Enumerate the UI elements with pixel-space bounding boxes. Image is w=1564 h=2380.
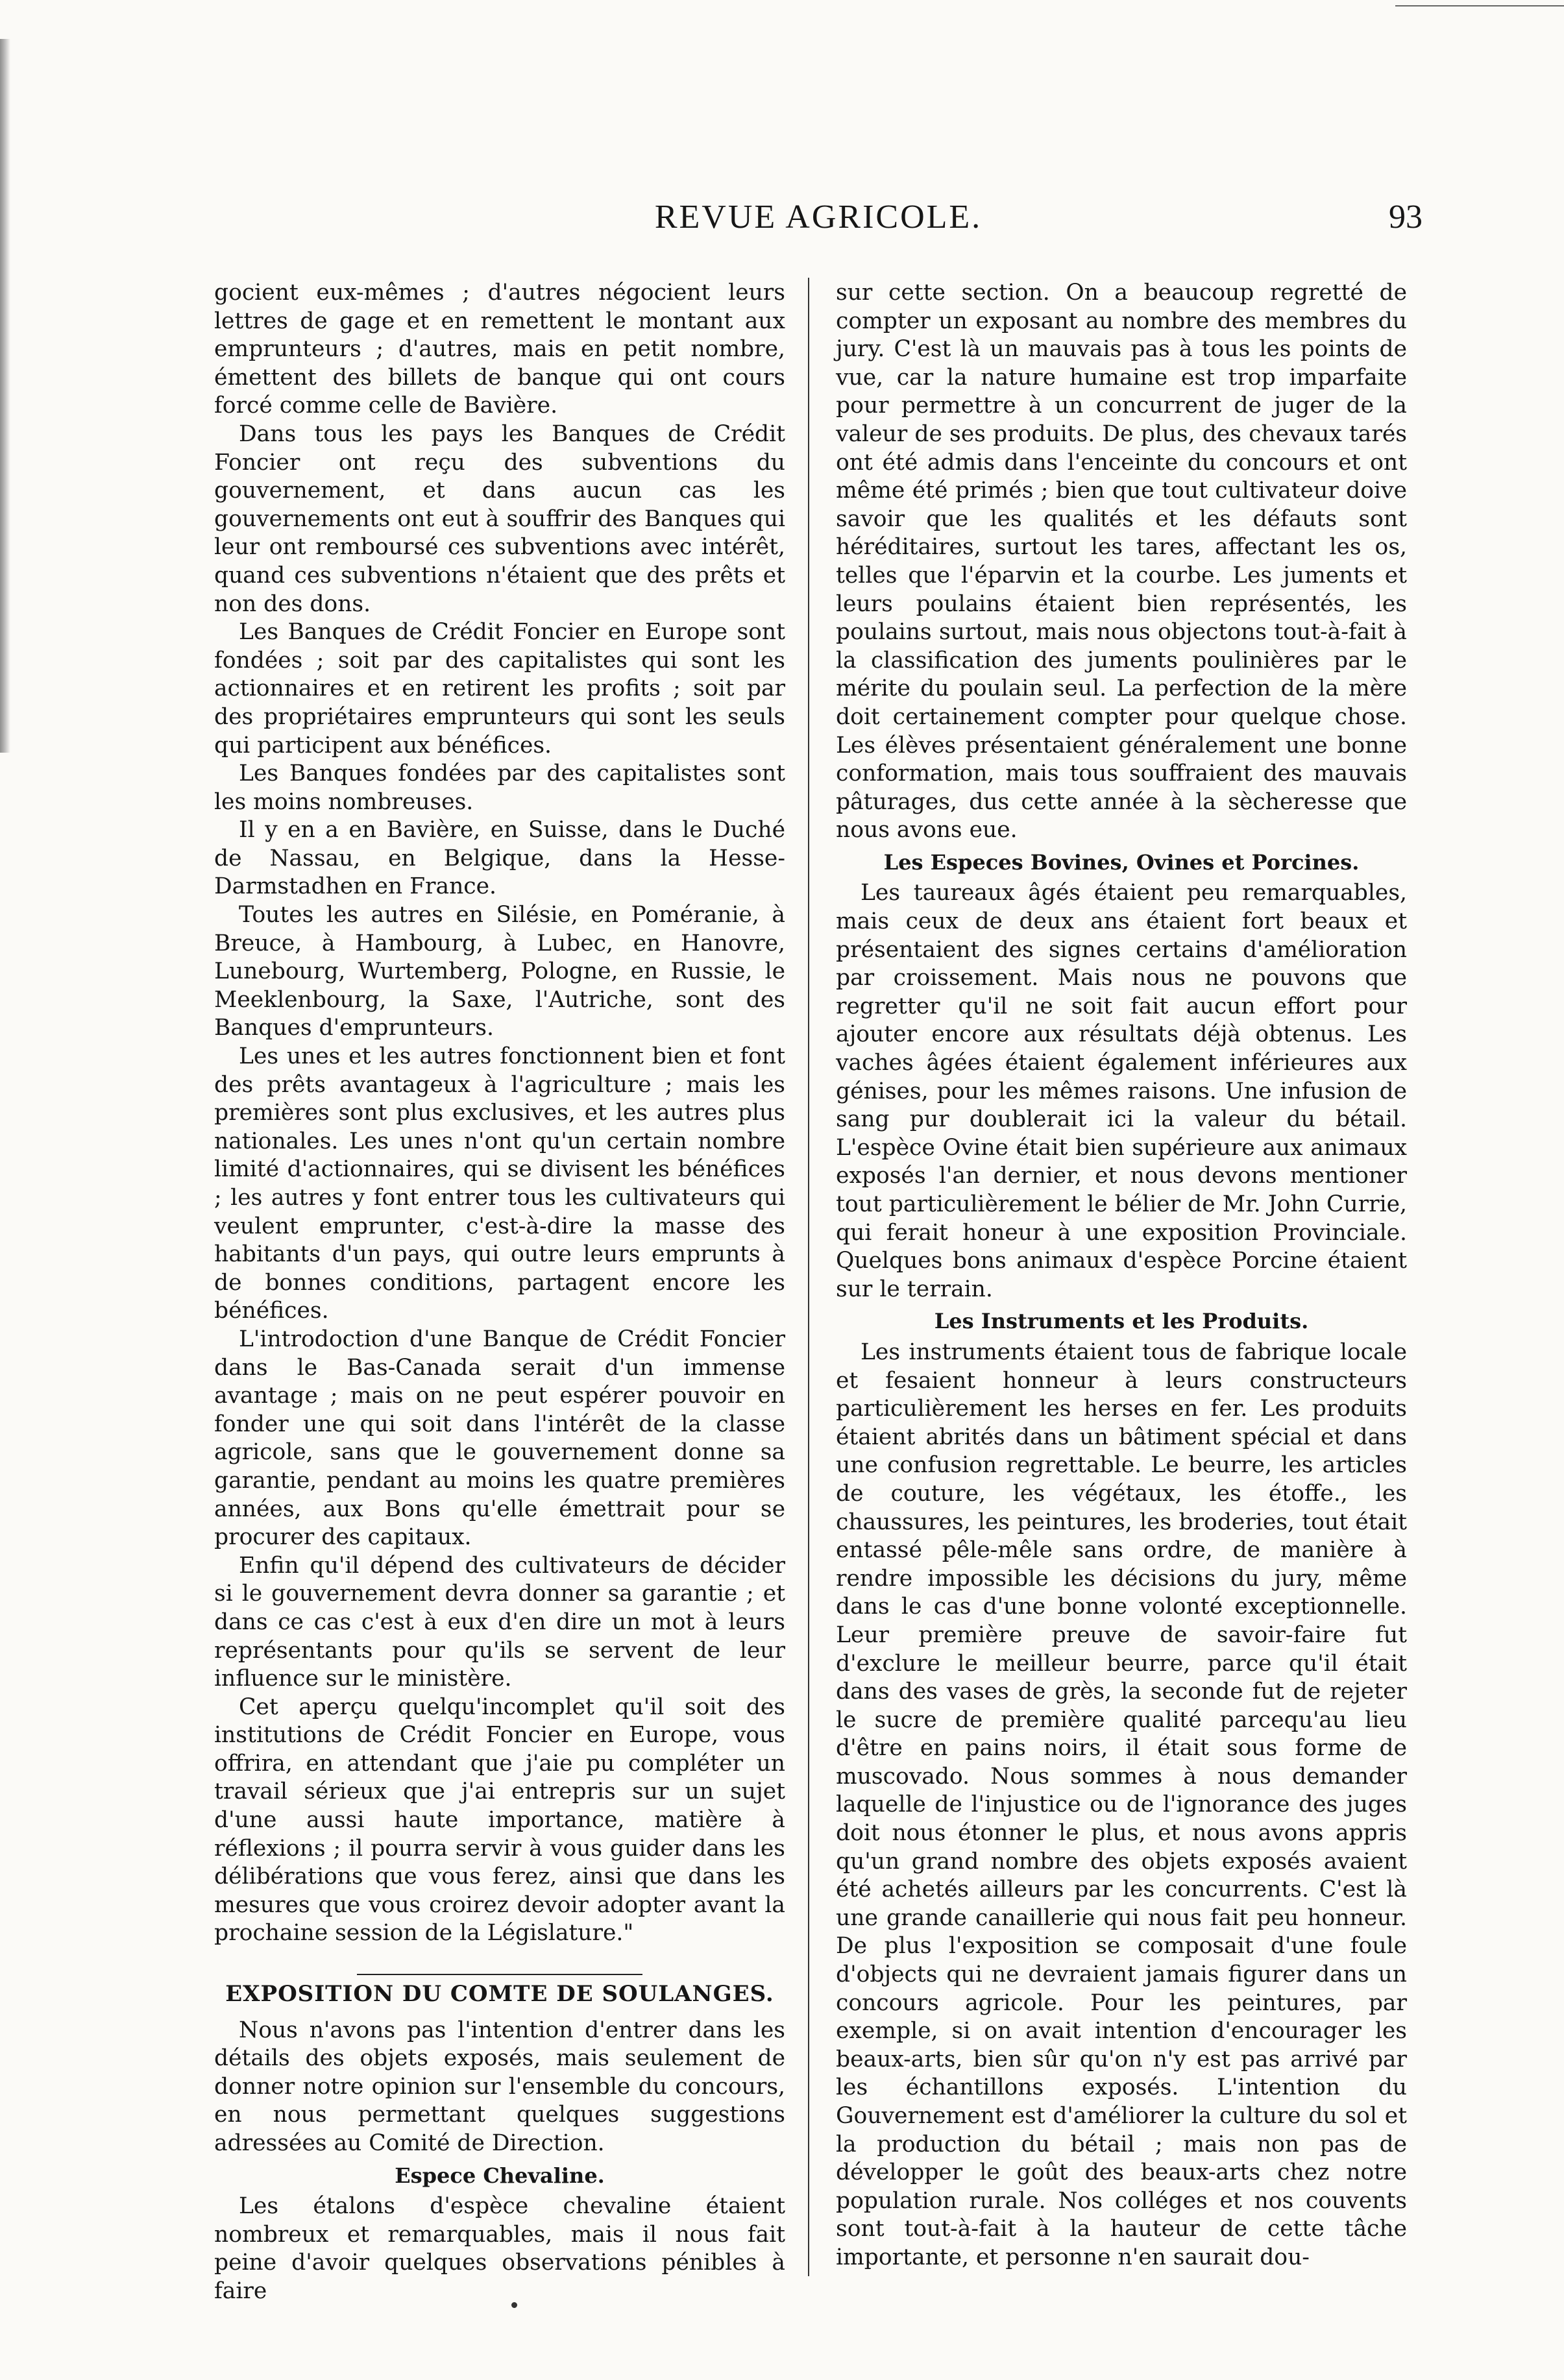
paragraph: Les Banques de Crédit Foncier en Europe sont fondées ; soit par des capitalistes qui sont les actionnaires et en retirent les profits ; soit par des propriétaires emprunteurs qui sont les seuls qui participent aux bénéfices. — [214, 619, 785, 759]
left-column — [214, 279, 785, 2304]
paragraph: Enfin qu'il dépend des cultivateurs de décider si le gouvernement devra donner sa garantie ; et dans ce cas c'est à eux d'en dire un mot à leurs représentants pour qu'ils se servent de leur influence sur le ministère. — [214, 1552, 785, 1692]
section-divider — [357, 1974, 642, 1975]
paragraph: Cet aperçu quelqu'incomplet qu'il soit des institutions de Crédit Foncier en Europe, vous offrira, en attendant que j'aie pu compléter un travail sérieux que j'ai entrepris sur un sujet d'une aussi haute importance, matière à réflexions ; il pourra servir à vous guider dans les délibérations que vous ferez, ainsi que dans les mesures que vous croirez devoir adopter avant la prochaine session de la Législature." — [214, 1694, 785, 1947]
scan-edge-shadow — [0, 39, 10, 753]
column-divider — [808, 278, 809, 2276]
subheading-bovines: Les Especes Bovines, Ovines et Porcines. — [883, 849, 1360, 875]
subheading-chevaline: Espece Chevaline. — [395, 2163, 605, 2188]
paragraph: Toutes les autres en Silésie, en Poméranie, à Breuce, à Hambourg, à Lubec, en Hanovre, Lunebourg, Wurtemberg, Pologne, en Russie, le Meeklenbourg, la Saxe, l'Autriche, sont des Banques d'emprunteurs. — [214, 902, 785, 1041]
paragraph: Il y en a en Bavière, en Suisse, dans le Duché de Nassau, en Belgique, dans la Hesse-Darmstadhen en France. — [214, 817, 785, 900]
right-column — [836, 279, 1407, 2277]
paragraph: Les Banques fondées par des capitalistes sont les moins nombreuses. — [214, 760, 785, 815]
paragraph: L'introdoction d'une Banque de Crédit Foncier dans le Bas-Canada serait d'un immense avantage ; mais on ne peut espérer pouvoir en fonder une qui soit dans l'intérêt de la classe agricole, sans que le gouvernement donne sa garantie, pendant au moins les quatre premières années, aux Bons qu'elle émettrait pour se procurer des capitaux. — [214, 1326, 785, 1551]
paragraph: Les instruments étaient tous de fabrique locale et fesaient honneur à leurs constructeurs particulièrement les herses en fer. Les produits étaient abrités dans un bâtiment spécial et dans une confusion regrettable. Le beurre, les articles de couture, les végétaux, les étoffe., les chaussures, les peintures, les broderies, tout était entassé pêle-mêle sans ordre, de manière à rendre impossible les décisions du jury, même dans le cas d'une bonne volonté exceptionnelle. Leur première preuve de savoir-faire fut d'exclure le meilleur beurre, parce qu'il était dans des vases de grès, la seconde fut de rejeter le sucre de première qualité parcequ'au lieu d'être en pains noirs, il était sous forme de muscovado. Nous sommes à nous demander laquelle de l'injustice ou de l'ignorance des juges doit nous étonner le plus, et nous avons appris qu'un grand nombre des objets exposés avaient été achetés ailleurs par les concurrents. C'est là une grande canaillerie qui nous fait peu honneur. De plus l'exposition se composait d'une foule d'objects qui ne devraient jamais figurer dans un concours agricole. Pour les peintures, par exemple, si on avait intention d'encourager les beaux-arts, bien sûr qu'on n'y est pas arrivé par les échantillons exposés. L'intention du Gouvernement est d'améliorer la culture du sol et la production du bétail ; mais non pas de développer le goût des beaux-arts chez notre population rurale. Nos colléges et nos couvents sont tout-à-fait à la hauteur de cette tâche importante, et personne n'en saurait dou- — [836, 1339, 1407, 2270]
paragraph: Les étalons d'espèce chevaline étaient nombreux et remarquables, mais il nous fait peine d'avoir quelques observations pénibles à faire — [214, 2193, 785, 2304]
paragraph: Nous n'avons pas l'intention d'entrer dans les détails des objets exposés, mais seulement de donner notre opinion sur l'ensemble du concours, en nous permettant quelques suggestions adressées au Comité de Direction. — [214, 2017, 785, 2156]
subheading-instruments: Les Instruments et les Produits. — [934, 1309, 1309, 1334]
paragraph: gocient eux-mêmes ; d'autres négocient leurs lettres de gage et en remettent le montant aux emprunteurs ; d'autres, mais en petit nombre, émettent des billets de banque qui ont cours forcé comme celle de Bavière. — [214, 280, 785, 419]
footer-mark — [511, 2302, 517, 2308]
page-number: 93 — [1389, 199, 1423, 236]
top-rule — [1395, 5, 1564, 6]
paragraph: Les unes et les autres fonctionnent bien et font des prêts avantageux à l'agriculture ; mais les premières sont plus exclusives, et les autres plus nationales. Les unes n'ont qu'un certain nombre limité d'actionnaires, qui se divisent les bénéfices ; les autres y font entrer tous les cultivateurs qui veulent emprunter, c'est-à-dire la masse des habitants d'un pays, qui outre leurs emprunts à de bonnes conditions, partagent encore les bénéfices. — [214, 1043, 785, 1324]
section-heading: EXPOSITION DU COMTE DE SOULANGES. — [225, 1981, 774, 2008]
page-header — [214, 198, 1423, 243]
paragraph: Les taureaux âgés étaient peu remarquables, mais ceux de deux ans étaient fort beaux et présentaient des signes certains d'amélioration par croissement. Mais nous ne pouvons que regretter qu'il ne soit fait aucun effort pour ajouter encore aux résultats déjà obtenus. Les vaches âgées étaient également inférieures aux génises, pour les mêmes raisons. Une infusion de sang pur doublerait ici la valeur du bétail. L'espèce Ovine était bien supérieure aux animaux exposés l'an dernier, et nous devons mentioner tout particulièrement le bélier de Mr. John Currie, qui ferait honeur à une exposition Provinciale. Quelques bons animaux d'espèce Porcine étaient sur le terrain. — [836, 880, 1407, 1302]
paragraph: Dans tous les pays les Banques de Crédit Foncier ont reçu des subventions du gouvernement, et dans aucun cas les gouvernements ont eut à souffrir des Banques qui leur ont remboursé ces subventions avec intérêt, quand ces subventions n'étaient que des prêts et non des dons. — [214, 420, 785, 617]
paragraph: sur cette section. On a beaucoup regretté de compter un exposant au nombre des membres du jury. C'est là un mauvais pas à tous les points de vue, car la nature humaine est trop imparfaite pour permettre à un concurrent de juger de la valeur de ses produits. De plus, des chevaux tarés ont été admis dans l'enceinte du concours et ont même été primés ; bien que tout cultivateur doive savoir que les qualités et les défauts sont héréditaires, surtout les tares, affectant les os, telles que l'éparvin et la courbe. Les juments et leurs poulains étaient bien représentés, les poulains surtout, mais nous objectons tout-à-fait à la classification des juments poulinières par le mérite du poulain seul. La perfection de la mère doit certainement compter pour quelque chose. Les élèves présentaient généralement une bonne conformation, mais tous souffraient des mauvais pâturages, dus cette année à la sècheresse que nous avons eue. — [836, 280, 1407, 844]
running-title: REVUE AGRICOLE. — [654, 199, 983, 236]
